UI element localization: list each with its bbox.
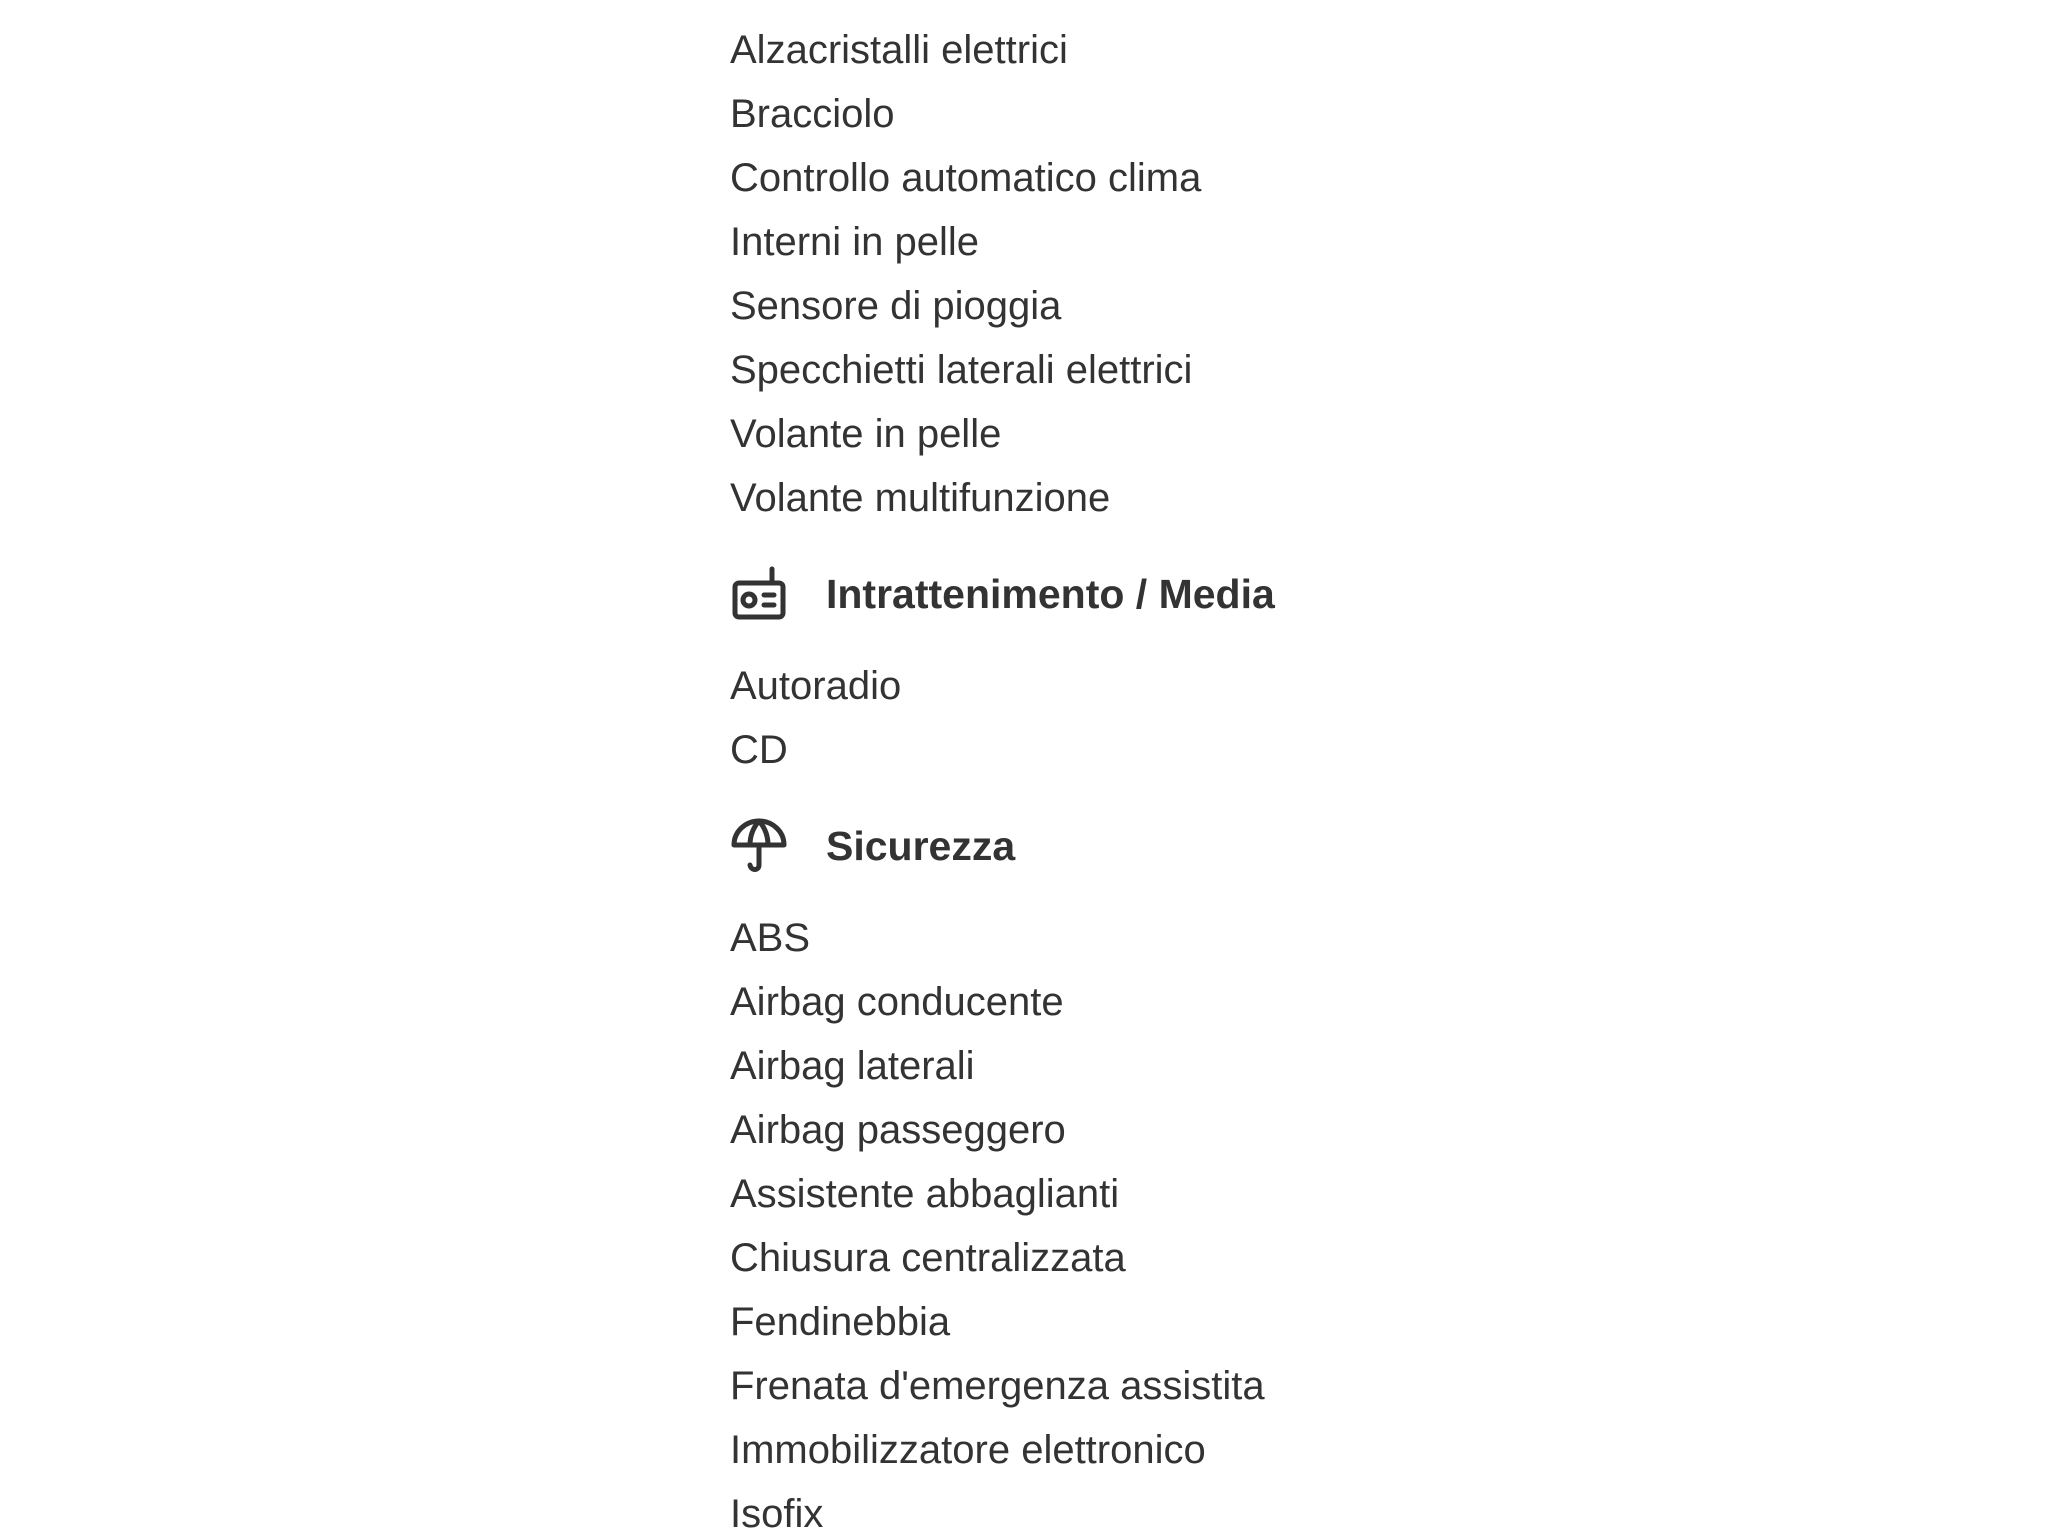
safety-section-header — [730, 816, 1630, 876]
list-item: Immobilizzatore elettronico — [730, 1428, 1206, 1472]
list-item: Assistente abbaglianti — [730, 1172, 1120, 1216]
umbrella-icon — [730, 817, 788, 875]
list-item: Specchietti laterali elettrici — [730, 348, 1193, 392]
list-item: Airbag laterali — [730, 1044, 975, 1088]
list-item: ABS — [730, 916, 811, 960]
safety-feature-list — [730, 906, 1630, 1536]
list-item: Controllo automatico clima — [730, 156, 1202, 200]
list-item: Airbag passeggero — [730, 1108, 1066, 1152]
entertainment-feature-list — [730, 654, 1630, 782]
list-item: Chiusura centralizzata — [730, 1236, 1126, 1280]
radio-icon — [730, 565, 788, 623]
list-item: Alzacristalli elettrici — [730, 28, 1068, 72]
list-item: Interni in pelle — [730, 220, 980, 264]
list-item: Fendinebbia — [730, 1300, 951, 1344]
entertainment-section-header — [730, 564, 1630, 624]
list-item: Volante multifunzione — [730, 476, 1111, 520]
list-item: Sensore di pioggia — [730, 284, 1062, 328]
comfort-feature-list — [730, 18, 1630, 530]
list-item: Airbag conducente — [730, 980, 1064, 1024]
section-title-entertainment: Intrattenimento / Media — [826, 570, 1275, 617]
list-item: Autoradio — [730, 664, 902, 708]
list-item: CD — [730, 728, 788, 772]
equipment-list — [730, 18, 1630, 1536]
list-item: Frenata d'emergenza assistita — [730, 1364, 1265, 1408]
list-item: Isofix — [730, 1492, 824, 1536]
list-item: Volante in pelle — [730, 412, 1002, 456]
section-title-safety: Sicurezza — [826, 822, 1016, 869]
list-item: Bracciolo — [730, 92, 895, 136]
